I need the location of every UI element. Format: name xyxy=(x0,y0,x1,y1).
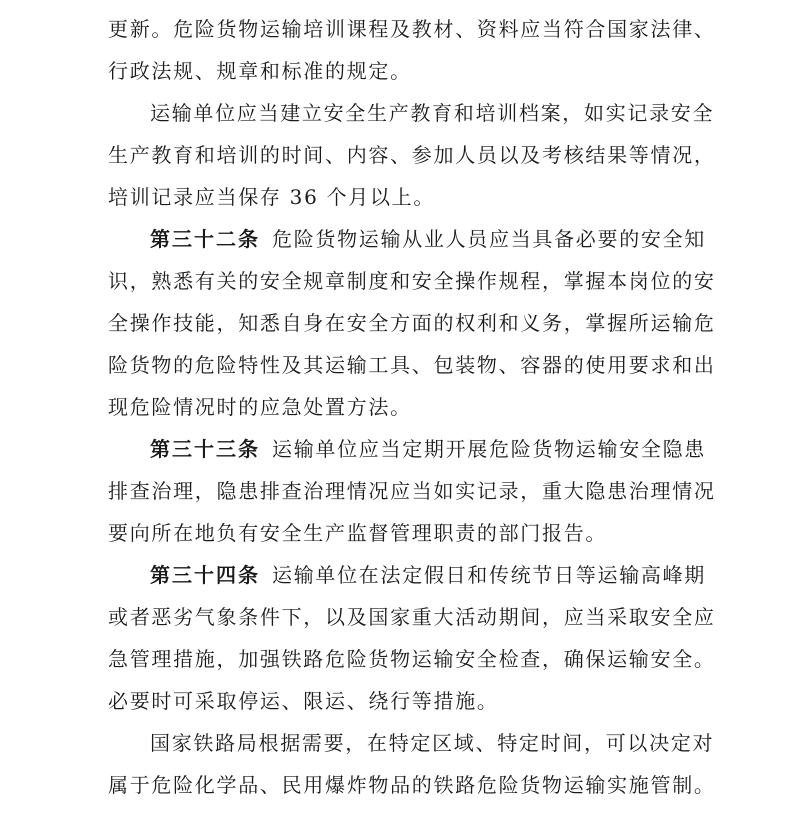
text-line: 急管理措施，加强铁路危险货物运输安全检查，确保运输安全。 xyxy=(108,647,716,671)
article-number: 第三十三条 xyxy=(150,437,260,461)
paragraph-training-archives xyxy=(108,92,716,218)
article-33 xyxy=(108,428,716,554)
article-32 xyxy=(108,218,716,428)
text-line: 识，熟悉有关的安全规章制度和安全操作规程，掌握本岗位的安 xyxy=(108,269,716,293)
text-line: 培训记录应当保存 36 个月以上。 xyxy=(108,185,436,209)
text-line xyxy=(108,428,708,470)
text-line: 险货物的危险特性及其运输工具、包装物、容器的使用要求和出 xyxy=(108,353,716,377)
paragraph-railway-control xyxy=(108,722,716,806)
text-line: 国家铁路局根据需要，在特定区域、特定时间，可以决定对 xyxy=(150,731,715,755)
text-line xyxy=(108,218,708,260)
text-line: 排查治理，隐患排查治理情况应当如实记录，重大隐患治理情况 xyxy=(108,479,716,503)
text-line: 行政法规、规章和标准的规定。 xyxy=(108,59,412,83)
article-number: 第三十二条 xyxy=(150,227,260,251)
document-page xyxy=(108,8,716,806)
article-34 xyxy=(108,554,716,722)
text-line: 现危险情况时的应急处置方法。 xyxy=(108,395,412,419)
text-line: 运输单位应当建立安全生产教育和培训档案，如实记录安全 xyxy=(150,101,715,125)
text-line: 要向所在地负有安全生产监督管理职责的部门报告。 xyxy=(108,521,608,545)
text-line: 全操作技能，知悉自身在安全方面的权利和义务，掌握所运输危 xyxy=(108,311,716,335)
text-line: 属于危险化学品、民用爆炸物品的铁路危险货物运输实施管制。 xyxy=(108,773,716,797)
article-number: 第三十四条 xyxy=(150,563,260,587)
text-line: 生产教育和培训的时间、内容、参加人员以及考核结果等情况， xyxy=(108,143,716,167)
paragraph-training-materials xyxy=(108,8,716,92)
text-line: 更新。危险货物运输培训课程及教材、资料应当符合国家法律、 xyxy=(108,17,716,41)
text-line: 必要时可采取停运、限运、绕行等措施。 xyxy=(108,689,499,713)
text-line-content: 运输单位应当定期开展危险货物运输安全隐患 xyxy=(272,437,706,461)
text-line-content: 运输单位在法定假日和传统节日等运输高峰期 xyxy=(272,563,706,587)
text-line xyxy=(108,554,708,596)
text-line-content: 危险货物运输从业人员应当具备必要的安全知 xyxy=(272,227,706,251)
text-line: 或者恶劣气象条件下，以及国家重大活动期间，应当采取安全应 xyxy=(108,605,716,629)
